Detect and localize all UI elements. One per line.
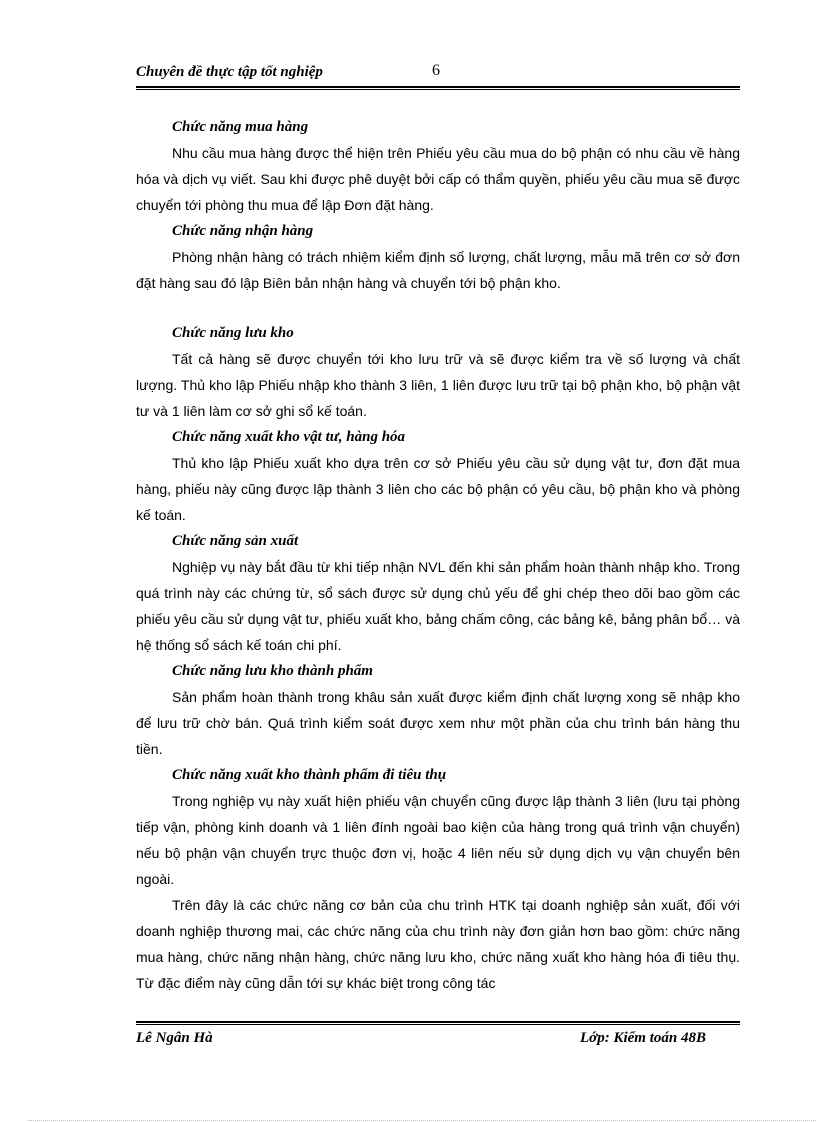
section-luu-kho	[136, 320, 740, 424]
section-heading: Chức năng lưu kho thành phẩm	[172, 663, 373, 679]
section-heading: Chức năng nhận hàng	[172, 223, 314, 239]
footer-author: Lê Ngân Hà	[136, 1030, 213, 1046]
section-heading: Chức năng mua hàng	[172, 119, 309, 135]
footer-class: Lớp: Kiểm toán 48B	[580, 1030, 706, 1046]
footer-divider	[136, 1021, 740, 1025]
section-heading: Chức năng xuất kho thành phẩm đi tiêu thụ	[172, 767, 447, 783]
paragraph: Tất cả hàng sẽ được chuyển tới kho lưu trữ và sẽ được kiểm tra về số lượng và chất lượng. Thủ kho lập Phiếu nhập kho thành 3 liên, 1 liên được lưu trữ tại bộ phận kho, bộ phận vật tư và 1 liên làm cơ sở ghi sổ kế toán.	[136, 351, 740, 419]
paragraph: Phòng nhận hàng có trách nhiệm kiểm định số lượng, chất lượng, mẫu mã trên cơ sở đơn đặt hàng sau đó lập Biên bản nhận hàng và chuyển tới bộ phận kho.	[136, 249, 740, 291]
section-heading: Chức năng lưu kho	[172, 325, 294, 341]
paragraph: Sản phẩm hoàn thành trong khâu sản xuất được kiểm định chất lượng xong sẽ nhập kho để lưu trữ chờ bán. Quá trình kiểm soát được xem như một phần của chu trình bán hàng thu tiền.	[136, 689, 740, 757]
section-mua-hang	[136, 114, 740, 218]
paragraph: Nhu cầu mua hàng được thể hiện trên Phiếu yêu cầu mua do bộ phận có nhu cầu về hàng hóa và dịch vụ viết. Sau khi được phê duyệt bởi cấp có thẩm quyền, phiếu yêu cầu mua sẽ được chuyển tới phòng thu mua để lập Đơn đặt hàng.	[136, 145, 740, 213]
section-luu-kho-thanh-pham	[136, 658, 740, 762]
document-body	[136, 114, 740, 996]
paragraph: Trong nghiệp vụ này xuất hiện phiếu vận chuyển cũng được lập thành 3 liên (lưu tại phòng tiếp vận, phòng kinh doanh và 1 liên đính ngoài bao kiện của hàng trong quá trình vận chuyển) nếu bộ phận vận chuyển trực thuộc đơn vị, hoặc 4 liên nếu sử dụng dịch vụ vận chuyển bên ngoài.	[136, 793, 740, 887]
section-heading: Chức năng sản xuất	[172, 533, 299, 549]
paragraph: Thủ kho lập Phiếu xuất kho dựa trên cơ sở Phiếu yêu cầu sử dụng vật tư, đơn đặt mua hàng, phiếu này cũng được lập thành 3 liên cho các bộ phận có yêu cầu, bộ phận kho và phòng kế toán.	[136, 455, 740, 523]
section-san-xuat	[136, 528, 740, 658]
page-edge	[28, 1120, 816, 1121]
page-number: 6	[432, 62, 440, 79]
paragraph: Trên đây là các chức năng cơ bản của chu trình HTK tại doanh nghiệp sản xuất, đối với doanh nghiệp thương mai, các chức năng của chu trình này đơn giản hơn bao gồm: chức năng mua hàng, chức năng nhận hàng, chức năng lưu kho, chức năng xuất kho hàng hóa đi tiêu thụ. Từ đặc điểm này cũng dẫn tới sự khác biệt trong công tác	[136, 897, 740, 991]
header-divider	[136, 86, 740, 90]
document-title: Chuyên đề thực tập tốt nghiệp	[136, 64, 323, 80]
section-xuat-kho-vat-tu	[136, 424, 740, 528]
paragraph: Nghiệp vụ này bắt đầu từ khi tiếp nhận NVL đến khi sản phẩm hoàn thành nhập kho. Trong quá trình này các chứng từ, sổ sách được sử dụng chủ yếu để ghi chép theo dõi bao gồm các phiếu yêu cầu sử dụng vật tư, phiếu xuất kho, bảng chấm công, các bảng kê, bảng phân bổ… và hệ thống sổ sách kế toán chi phí.	[136, 559, 740, 653]
page-header	[136, 62, 740, 86]
section-xuat-kho-thanh-pham	[136, 762, 740, 996]
section-nhan-hang	[136, 218, 740, 296]
spacer	[136, 296, 740, 320]
section-heading: Chức năng xuất kho vật tư, hàng hóa	[172, 429, 406, 445]
